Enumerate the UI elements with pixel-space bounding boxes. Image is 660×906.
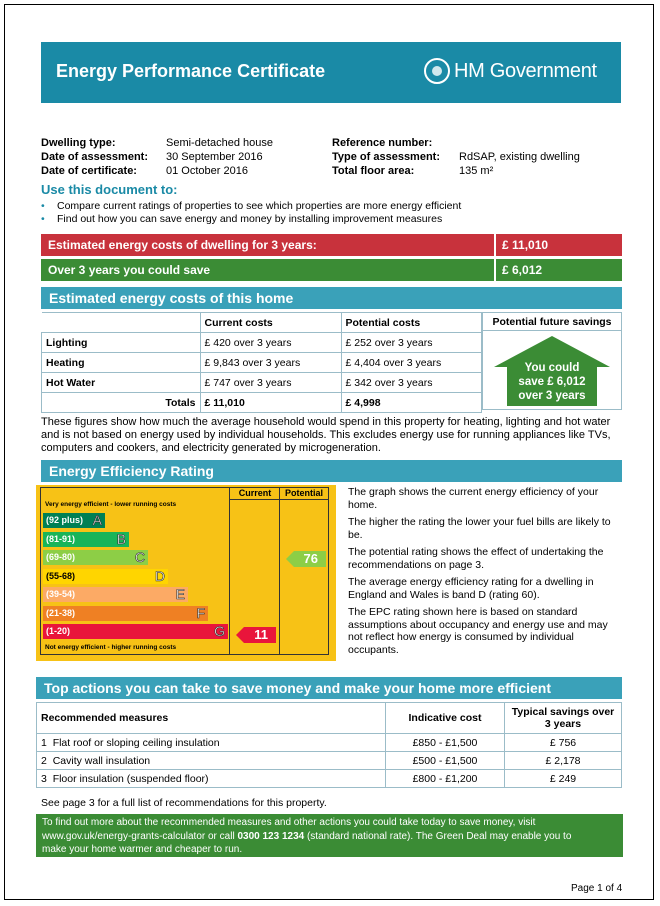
eer-heading-text: Energy Efficiency Rating: [49, 463, 214, 479]
col-future-savings: Potential future savings: [482, 312, 622, 331]
eer-section-heading: [41, 460, 622, 482]
measure-name: Floor insulation (suspended floor): [52, 772, 209, 785]
row-current: £ 747 over 3 years: [200, 373, 341, 393]
page-number: Page 1 of 4: [571, 883, 623, 894]
measure-cell: [37, 734, 386, 752]
band-letter: C: [134, 549, 145, 565]
costs-note: These figures show how much the average household would spend in this property for heating, lighting and hot water and is not based on energy used by individual households. This excludes energy use for running appliances like TVs, computers and cookers, and electricity generated by microgeneration.: [41, 416, 611, 454]
estimated-costs-bar: [41, 234, 622, 256]
band-range: (39-54): [46, 589, 76, 599]
table-row: [37, 770, 622, 788]
details-right: [332, 136, 440, 178]
grid-line: [229, 499, 329, 500]
dwelling-type-label: Dwelling type:: [41, 137, 116, 149]
estimated-costs-label: Estimated energy costs of dwelling for 3 years:: [48, 238, 317, 252]
eer-paragraph: The higher the rating the lower your fuel bills are likely to be.: [348, 516, 611, 541]
potential-rating-value: 76: [303, 551, 318, 566]
current-rating-value: 11: [254, 627, 268, 642]
measure-saving: £ 2,178: [505, 752, 622, 770]
band-letter: B: [116, 530, 126, 547]
rating-band-c: [43, 550, 148, 565]
col-potential-label: Potential: [284, 488, 323, 498]
measure-cost: £850 - £1,500: [386, 734, 505, 752]
details-left: [41, 136, 148, 178]
dwelling-type-value: Semi-detached house: [166, 137, 274, 149]
grid-line: [279, 487, 280, 655]
current-rating-arrow: [236, 627, 276, 643]
arrow-line3: over 3 years: [518, 390, 586, 402]
future-savings-box: [482, 331, 622, 410]
table-row: [37, 734, 622, 752]
band-range: (92 plus): [46, 515, 84, 525]
measure-cell: [37, 752, 386, 770]
col-potential: Potential costs: [341, 313, 482, 333]
totals-label: Totals: [42, 393, 201, 413]
col-savings: Typical savings over 3 years: [505, 703, 622, 734]
hm-government-logo: [424, 58, 597, 84]
table-header-row: [37, 703, 622, 734]
row-name: Hot Water: [42, 373, 201, 393]
table-row: [42, 373, 482, 393]
date-assessment-label: Date of assessment:: [41, 151, 148, 163]
band-range: (1-20): [46, 626, 71, 636]
eer-paragraph: The average energy efficiency rating for a dwelling in England and Wales is band D (rating 60).: [348, 576, 594, 601]
info-line3: make your home warmer and cheaper to run.: [42, 844, 243, 855]
bar-divider: [494, 259, 496, 281]
rating-band-f: [43, 606, 208, 621]
actions-heading-text: Top actions you can take to save money and make your home more efficient: [44, 680, 551, 696]
costs-heading-text: Estimated energy costs of this home: [49, 290, 294, 306]
info-link[interactable]: www.gov.uk/energy-grants-calculator or call: [42, 830, 238, 842]
measure-saving: £ 756: [505, 734, 622, 752]
totals-row: [42, 393, 482, 413]
eer-paragraph: The potential rating shows the effect of undertaking the recommendations on page 3.: [348, 546, 604, 571]
potential-rating-arrow: [286, 551, 326, 567]
band-range: (69-80): [46, 552, 76, 562]
measure-cost: £800 - £1,200: [386, 770, 505, 788]
rating-band-a: [43, 513, 105, 528]
reference-label: Reference number:: [332, 137, 433, 149]
floor-area-value: 135 m²: [459, 165, 494, 177]
use-bullet: • Compare current ratings of properties to see which properties are more energy efficient: [41, 200, 461, 213]
eer-paragraph: The graph shows the current energy efficiency of your home.: [348, 486, 599, 511]
details-left-values: [166, 136, 273, 178]
see-page-note: See page 3 for a full list of recommendations for this property.: [41, 797, 327, 809]
info-phone: 0300 123 1234: [237, 830, 305, 842]
type-assessment-label: Type of assessment:: [332, 151, 441, 163]
col-current-label: Current: [238, 488, 272, 498]
savings-value: £ 6,012: [502, 263, 543, 277]
use-bullets: [41, 200, 461, 226]
eer-explanation: [348, 486, 620, 656]
date-assessment-value: 30 September 2016: [166, 151, 263, 163]
band-letter: A: [92, 512, 102, 528]
costs-table: [41, 312, 482, 413]
table-row: [42, 333, 482, 353]
band-range: (21-38): [46, 607, 76, 618]
info-line1: To find out more about the recommended measures and other actions you could take today to save money, visit: [42, 817, 536, 828]
band-range: (81-91): [46, 533, 76, 544]
band-letter: G: [214, 623, 225, 639]
date-certificate-label: Date of certificate:: [41, 165, 137, 177]
floor-area-label: Total floor area:: [332, 165, 415, 177]
total-potential: £ 4,998: [341, 393, 482, 413]
row-potential: £ 252 over 3 years: [341, 333, 482, 353]
recommendations-table: [36, 702, 622, 788]
page-title: Energy Performance Certificate: [56, 61, 326, 81]
measure-num: 3: [41, 772, 47, 785]
type-assessment-value: RdSAP, existing dwelling: [459, 151, 580, 163]
table-row: [42, 353, 482, 373]
arrow-line1: You could: [524, 362, 580, 374]
savings-label: Over 3 years you could save: [48, 263, 211, 277]
row-current: £ 420 over 3 years: [200, 333, 341, 353]
reference-value: [459, 136, 580, 150]
band-letter: D: [154, 567, 165, 584]
use-heading: Use this document to:: [41, 182, 178, 197]
crest-icon: [424, 58, 450, 84]
col-cost: Indicative cost: [386, 703, 505, 734]
rating-band-d: [43, 569, 168, 584]
top-label: Very energy efficient - lower running costs: [45, 501, 177, 508]
eer-chart: [36, 485, 336, 661]
blank-header-cell: [42, 313, 201, 333]
brand-label: HM Government: [454, 59, 597, 82]
table-row: [37, 752, 622, 770]
rating-band-b: [43, 532, 129, 547]
total-current: £ 11,010: [200, 393, 341, 413]
col-measure: Recommended measures: [37, 703, 386, 734]
band-letter: E: [175, 586, 185, 602]
bar-divider: [494, 234, 496, 256]
arrow-line2: save £ 6,012: [518, 376, 586, 388]
info-box: [36, 814, 623, 857]
bottom-label: Not energy efficient - higher running costs: [45, 644, 177, 651]
row-potential: £ 4,404 over 3 years: [341, 353, 482, 373]
band-range: (55-68): [46, 570, 76, 581]
row-current: £ 9,843 over 3 years: [200, 353, 341, 373]
rating-band-e: [43, 587, 188, 602]
row-name: Lighting: [42, 333, 201, 353]
col-current: Current costs: [200, 313, 341, 333]
eer-paragraph: The EPC rating shown here is based on standard assumptions about occupancy and energy use and may not reflect how energy is consumed by individual occupants.: [348, 606, 608, 656]
costs-section-heading: [41, 287, 622, 309]
table-header-row: [42, 313, 482, 333]
date-certificate-value: 01 October 2016: [166, 165, 248, 177]
actions-section-heading: [36, 677, 622, 699]
row-name: Heating: [42, 353, 201, 373]
estimated-costs-value: £ 11,010: [502, 238, 549, 252]
info-line2b: (standard national rate). The Green Deal may enable you to: [304, 830, 572, 842]
band-letter: F: [196, 604, 205, 621]
savings-bar: [41, 259, 622, 281]
grid-line: [229, 487, 230, 655]
measure-cell: [37, 770, 386, 788]
measure-cost: £500 - £1,500: [386, 752, 505, 770]
use-bullet: • Find out how you can save energy and money by installing improvement measures: [41, 213, 461, 226]
details-right-values: [459, 136, 580, 178]
measure-num: 1: [41, 736, 47, 749]
row-potential: £ 342 over 3 years: [341, 373, 482, 393]
measure-saving: £ 249: [505, 770, 622, 788]
rating-band-g: [43, 624, 228, 639]
measure-name: Cavity wall insulation: [52, 754, 151, 767]
measure-name: Flat roof or sloping ceiling insulation: [52, 736, 220, 749]
measure-num: 2: [41, 754, 47, 767]
